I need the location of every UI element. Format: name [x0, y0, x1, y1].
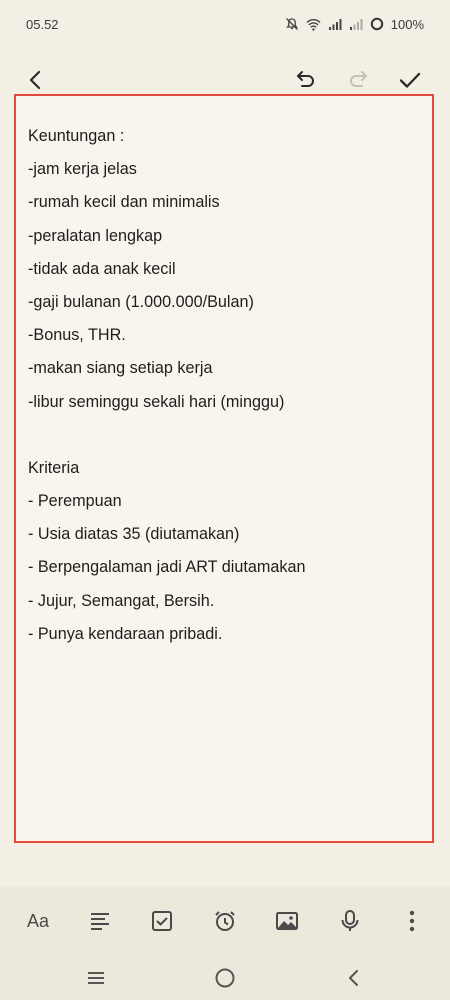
note-line: -tidak ada anak kecil — [28, 259, 176, 278]
editor-toolbar — [0, 886, 450, 956]
back-nav-icon — [346, 968, 362, 988]
more-icon — [408, 910, 416, 932]
redo-icon — [346, 68, 370, 92]
home-button[interactable] — [211, 964, 239, 992]
microphone-icon — [339, 909, 361, 933]
checklist-button[interactable] — [146, 906, 178, 936]
back-icon — [25, 69, 47, 91]
status-bar — [0, 0, 450, 48]
note-line: - Berpengalaman jadi ART diutamakan — [28, 558, 306, 577]
more-button[interactable] — [396, 906, 428, 936]
battery-saver-icon — [370, 17, 384, 31]
note-line: -Bonus, THR. — [28, 326, 126, 345]
note-line: -gaji bulanan (1.000.000/Bulan) — [28, 292, 254, 311]
redo-button[interactable] — [344, 66, 372, 94]
note-blank-line — [28, 419, 422, 452]
image-icon — [275, 911, 299, 931]
system-nav-bar — [0, 956, 450, 1000]
text-style-icon: Aa — [26, 910, 50, 931]
note-line: - Usia diatas 35 (diutamakan) — [28, 525, 240, 544]
note-line: -makan siang setiap kerja — [28, 359, 213, 378]
undo-icon — [294, 68, 318, 92]
reminder-icon — [213, 909, 237, 933]
voice-button[interactable] — [334, 906, 366, 936]
wifi-icon — [306, 18, 321, 31]
note-line: - Jujur, Semangat, Bersih. — [28, 591, 215, 610]
back-button[interactable] — [22, 66, 50, 94]
done-button[interactable] — [396, 66, 424, 94]
note-line: - Perempuan — [28, 492, 122, 511]
status-time: 05.52 — [26, 16, 59, 32]
note-line: - Punya kendaraan pribadi. — [28, 624, 223, 643]
note-line: -rumah kecil dan minimalis — [28, 193, 220, 212]
paragraph-icon — [89, 911, 111, 931]
back-nav-button[interactable] — [340, 964, 368, 992]
checkbox-icon — [151, 910, 173, 932]
signal-icon — [328, 18, 342, 31]
undo-button[interactable] — [292, 66, 320, 94]
note-line: -libur seminggu sekali hari (minggu) — [28, 392, 285, 411]
mute-icon — [285, 17, 299, 31]
recent-apps-button[interactable] — [82, 964, 110, 992]
image-button[interactable] — [271, 906, 303, 936]
home-icon — [214, 967, 236, 989]
battery-level: 100% — [390, 16, 424, 32]
note-line: -peralatan lengkap — [28, 226, 163, 245]
note-line: Keuntungan : — [28, 127, 125, 145]
check-icon — [398, 68, 422, 92]
text-style-button[interactable] — [22, 906, 54, 936]
note-text[interactable] — [28, 120, 422, 651]
status-icons — [285, 17, 424, 32]
note-editor[interactable] — [14, 94, 434, 843]
paragraph-button[interactable] — [84, 906, 116, 936]
recent-apps-icon — [86, 970, 106, 986]
reminder-button[interactable] — [209, 906, 241, 936]
note-line: Kriteria — [28, 458, 80, 477]
signal-weak-icon — [349, 18, 363, 31]
note-line: -jam kerja jelas — [28, 160, 137, 179]
